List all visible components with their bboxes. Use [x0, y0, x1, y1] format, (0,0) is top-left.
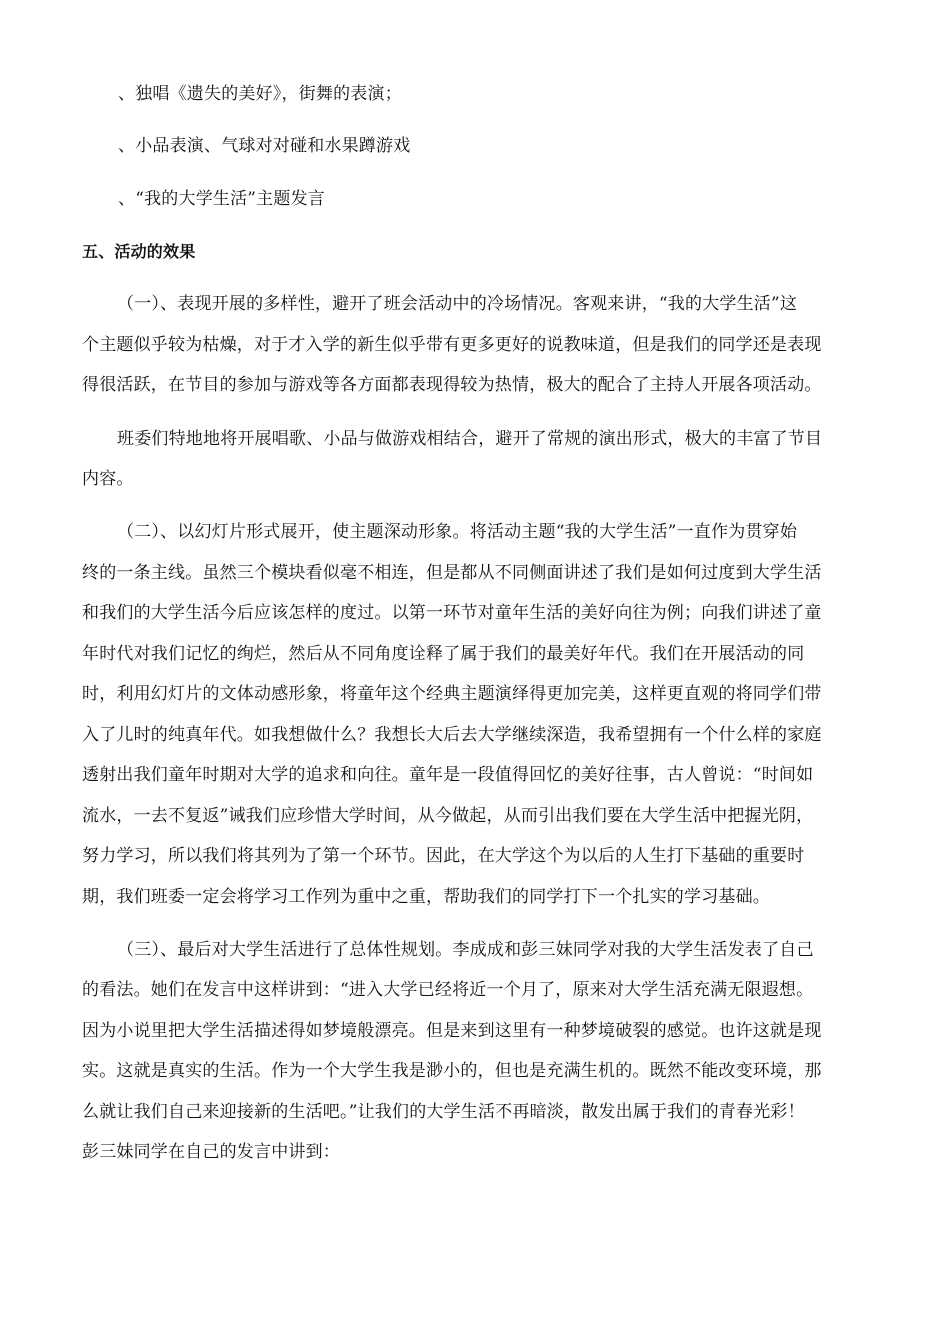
paragraph-line: 时，利用幻灯片的文体动感形象，将童年这个经典主题演绎得更加完美，这样更直观的将同学们带	[82, 684, 822, 704]
paragraph-line: 终的一条主线。虽然三个模块看似毫不相连，但是都从不同侧面讲述了我们是如何过度到大学生活	[82, 563, 822, 583]
list-item: 、独唱《遗失的美好》，街舞的表演；	[118, 84, 402, 104]
paragraph-line: 年时代对我们记忆的绚烂，然后从不同角度诠释了属于我们的最美好年代。我们在开展活动的同	[82, 644, 805, 664]
list-item: 、“我的大学生活”主题发言	[118, 189, 325, 209]
paragraph-line: 期，我们班委一定会将学习工作列为重中之重，帮助我们的同学打下一个扎实的学习基础。	[82, 887, 770, 907]
paragraph-line: 么就让我们自己来迎接新的生活吧。”让我们的大学生活不再暗淡，散发出属于我们的青春光彩！	[82, 1102, 805, 1122]
paragraph-line: （三）、最后对大学生活进行了总体性规划。李成成和彭三妹同学对我的大学生活发表了自己	[117, 940, 814, 960]
paragraph-line: 内容。	[82, 469, 134, 489]
paragraph-line: （二）、以幻灯片形式展开，使主题深动形象。将活动主题“我的大学生活”一直作为贯穿始	[117, 522, 798, 542]
paragraph-line: 得很活跃，在节目的参加与游戏等各方面都表现得较为热情，极大的配合了主持人开展各项活动。	[82, 375, 822, 395]
section-heading: 五、活动的效果	[82, 242, 196, 261]
paragraph-line: 实。这就是真实的生活。作为一个大学生我是渺小的，但也是充满生机的。既然不能改变环境，那	[82, 1061, 822, 1081]
paragraph-line: 入了儿时的纯真年代。如我想做什么？我想长大后去大学继续深造，我希望拥有一个什么样的家庭	[82, 725, 822, 745]
paragraph-line: 努力学习，所以我们将其列为了第一个环节。因此，在大学这个为以后的人生打下基础的重要时	[82, 846, 805, 866]
paragraph-line: 彭三妹同学在自己的发言中讲到：	[82, 1142, 340, 1162]
paragraph-line: 班委们特地地将开展唱歌、小品与做游戏相结合，避开了常规的演出形式，极大的丰富了节目	[117, 429, 823, 449]
paragraph-line: 因为小说里把大学生活描述得如梦境般漂亮。但是来到这里有一种梦境破裂的感觉。也许这就是现	[82, 1021, 822, 1041]
paragraph-line: 和我们的大学生活今后应该怎样的度过。以第一环节对童年生活的美好向往为例；向我们讲述了童	[82, 603, 822, 623]
paragraph-line: 透射出我们童年时期对大学的追求和向往。童年是一段值得回忆的美好往事，古人曾说：“时间如	[82, 765, 814, 785]
paragraph-line: （一）、表现开展的多样性，避开了班会活动中的冷场情况。客观来讲，“我的大学生活”这	[117, 294, 798, 314]
paragraph-line: 的看法。她们在发言中这样讲到：“进入大学已经将近一个月了，原来对大学生活充满无限遐想。	[82, 980, 814, 1000]
paragraph-line: 流水，一去不复返”诫我们应珍惜大学时间，从今做起，从而引出我们要在大学生活中把握光阴，	[82, 806, 814, 826]
paragraph-line: 个主题似乎较为枯燥，对于才入学的新生似乎带有更多更好的说教味道，但是我们的同学还是表现	[82, 335, 822, 355]
list-item: 、小品表演、气球对对碰和水果蹲游戏	[118, 136, 411, 156]
